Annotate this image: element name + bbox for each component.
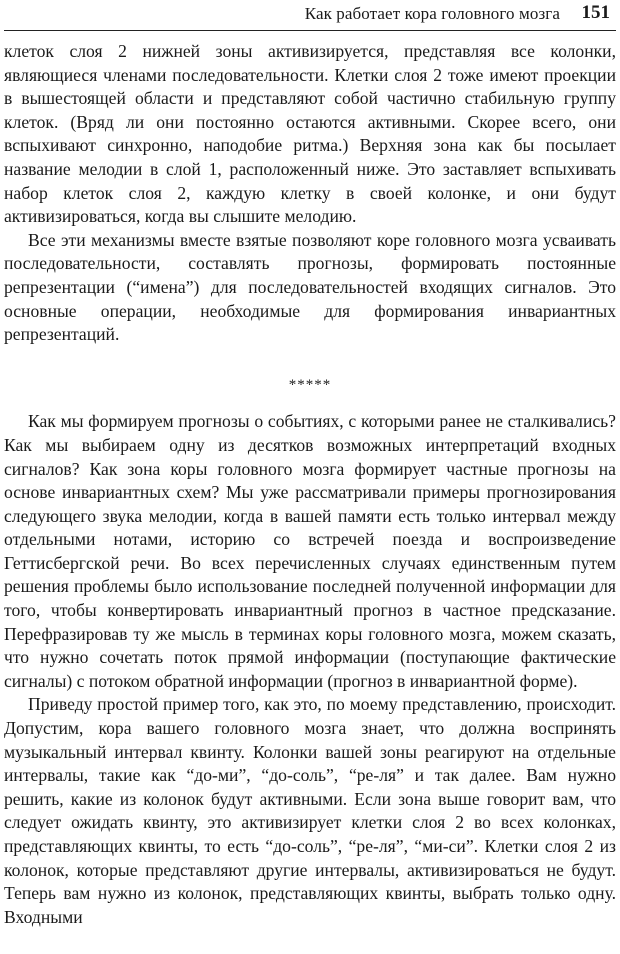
section-separator: *****	[288, 376, 332, 393]
body-text	[4, 40, 616, 929]
paragraph: Приведу простой пример того, как это, по моему представлению, происходит. Допустим, кора вашего головного мозга знает, что должна воспринять музыкальный интервал квинту. Колонки вашей зоны реагируют на отдельные интервалы, такие как “до-ми”, “до-соль”, “ре-ля” и так далее. Вам нужно решить, какие из колонок будут активными. Если зона выше говорит вам, что следует ожидать квинту, это активизирует клетки слоя 2 во всех колонках, представляющих квинты, то есть “до-соль”, “ре-ля”, “ми-си”. Клетки слоя 2 из колонок, которые представляют другие интервалы, активизироваться не будут. Теперь вам нужно из колонок, представляющих квинты, выбрать только одну. Входными	[4, 694, 616, 927]
paragraph-continued: клеток слоя 2 нижней зоны активизируется, представляя все колонки, являющиеся членами последовательности. Клетки слоя 2 тоже имеют проекции в вышестоящей области и представляют собой частично стабильную группу клеток. (Вряд ли они постоянно остаются активными. Скорее всего, они вспыхивают синхронно, наподобие ритма.) Верхняя зона как бы посылает название мелодии в слой 1, расположенный ниже. Это заставляет вспыхивать набор клеток слоя 2, каждую клетку в своей колонке, и они будут активизироваться, когда вы слышите мелодию.	[4, 41, 616, 227]
page-header	[4, 0, 616, 31]
running-title: Как работает кора головного мозга	[304, 4, 560, 23]
paragraph: Как мы формируем прогнозы о событиях, с которыми ранее не сталкивались? Как мы выбираем одну из десятков возможных интерпретаций входных сигналов? Как зона коры головного мозга формирует частные прогнозы на основе инвариантных схем? Мы уже рассматривали примеры прогнозирования следующего звука мелодии, когда в вашей памяти есть только интервал между отдельными нотами, историю со встречей поезда и воспроизведение Геттисбергской речи. Во всех перечисленных случаях единственным путем решения проблемы было использование последней полученной информации для того, чтобы конвертировать инвариантный прогноз в частное предсказание. Перефразировав ту же мысль в терминах коры головного мозга, можем сказать, что нужно сочетать поток прямой информации (поступающие фактические сигналы) с потоком обратной информации (прогноз в инвариантной форме).	[4, 411, 616, 691]
paragraph: Все эти механизмы вместе взятые позволяют коре головного мозга усваивать последовательности, составлять прогнозы, формировать постоянные репрезентации (“имена”) для последовательностей входящих сигналов. Это основные операции, необходимые для формирования инвариантных репрезентаций.	[4, 229, 616, 345]
page-number: 151	[581, 2, 610, 23]
